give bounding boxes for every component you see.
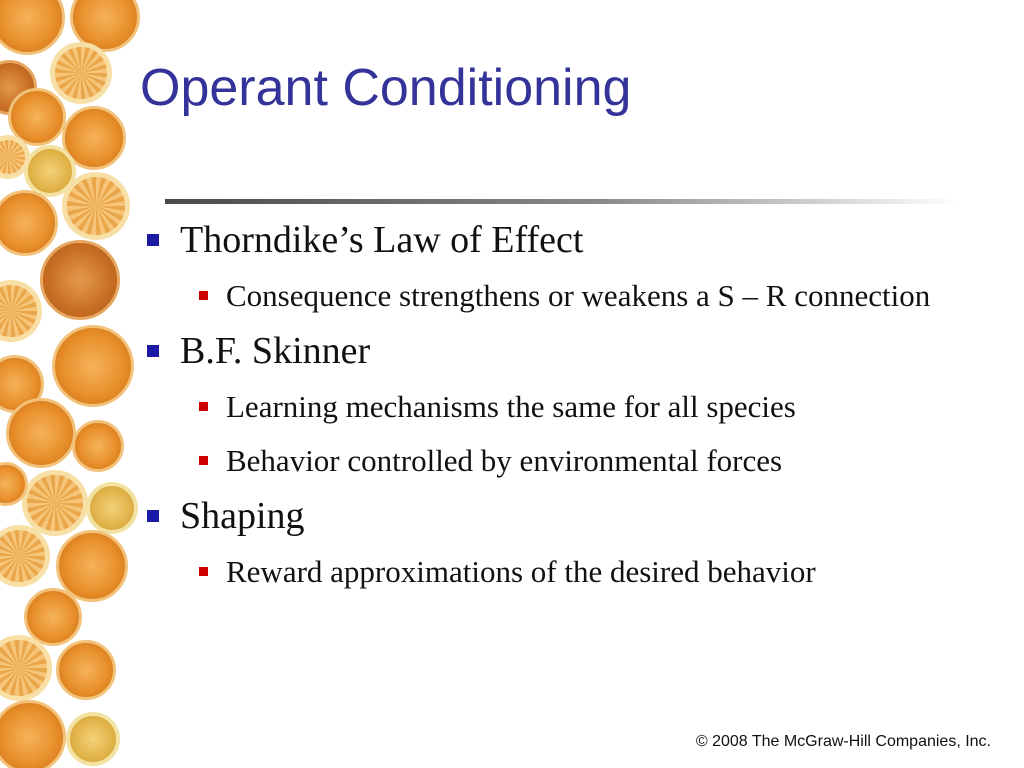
orange-slice-image [22, 470, 88, 536]
bullet-text: Thorndike’s Law of Effect [180, 219, 584, 261]
square-bullet-icon [147, 234, 159, 246]
sub-bullet-item [226, 272, 1004, 319]
orange-slice-image [66, 712, 120, 766]
square-bullet-icon [147, 510, 159, 522]
orange-slice-image [50, 42, 112, 104]
sub-bullet-text: Behavior controlled by environmental forces [226, 443, 783, 478]
orange-slice-image [72, 420, 124, 472]
orange-slice-image [40, 240, 120, 320]
orange-slice-image [52, 325, 134, 407]
orange-slice-image [86, 482, 138, 534]
orange-slice-image [0, 190, 58, 256]
sub-bullet-item [226, 548, 1004, 595]
bullet-item [180, 326, 1004, 376]
bullet-list [140, 215, 1004, 595]
title-divider [165, 199, 960, 204]
sub-bullet-item [226, 383, 1004, 430]
orange-slice-image [0, 700, 66, 768]
square-bullet-icon [199, 567, 208, 576]
orange-slice-image [0, 525, 50, 587]
bullet-text: Shaping [180, 495, 305, 537]
slide-title: Operant Conditioning [140, 59, 632, 117]
square-bullet-icon [199, 456, 208, 465]
bullet-item [180, 215, 1004, 265]
bullet-text: B.F. Skinner [180, 330, 371, 372]
orange-slice-image [6, 398, 76, 468]
orange-slice-image [62, 172, 130, 240]
sub-bullet-text: Reward approximations of the desired behavior [226, 554, 816, 589]
orange-slice-image [56, 640, 116, 700]
sub-bullet-text: Consequence strengthens or weakens a S – R connection [226, 278, 931, 313]
sub-bullet-text: Learning mechanisms the same for all species [226, 389, 796, 424]
square-bullet-icon [147, 345, 159, 357]
square-bullet-icon [199, 402, 208, 411]
orange-slice-image [0, 0, 65, 55]
sub-bullet-item [226, 437, 1004, 484]
copyright-footer: © 2008 The McGraw-Hill Companies, Inc. [695, 733, 991, 750]
square-bullet-icon [199, 291, 208, 300]
bullet-item [180, 491, 1004, 541]
orange-slice-image [0, 280, 42, 342]
